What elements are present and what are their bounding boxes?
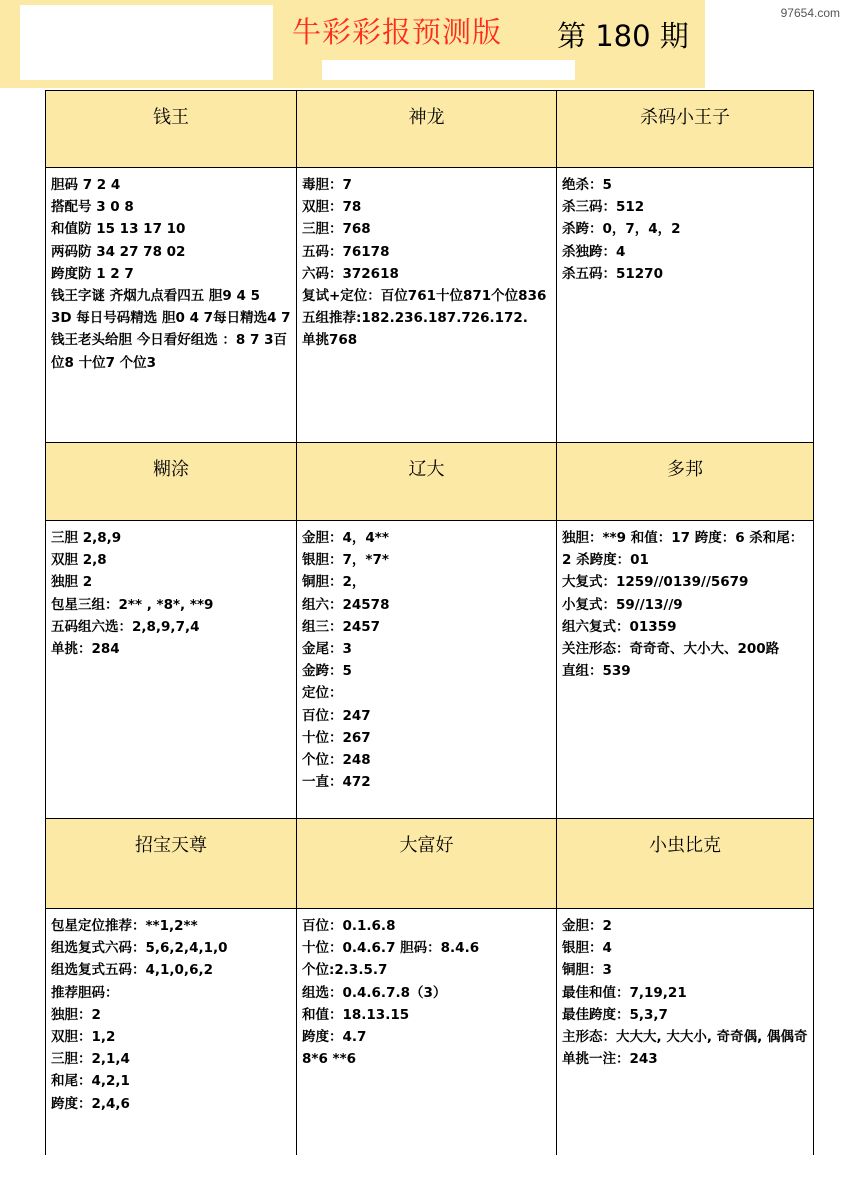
prediction-line: 单挑768 — [302, 332, 358, 349]
prediction-line: 大复式：1259//0139//5679 — [562, 574, 749, 591]
prediction-line: 包星三组：2** , *8*, **9 — [51, 596, 214, 613]
prediction-line: 最佳跨度：5,3,7 — [562, 1006, 668, 1023]
prediction-line: 绝杀：5 — [562, 177, 612, 193]
section-header: 杀码小王子 — [557, 91, 814, 168]
prediction-line: 双胆：78 — [302, 199, 362, 216]
prediction-line: 双胆 2,8 — [51, 552, 107, 569]
prediction-line: 和值防 15 13 17 10 — [51, 221, 186, 238]
prediction-line: 跨度：2,4,6 — [51, 1095, 130, 1112]
header-blank-sub — [322, 60, 575, 80]
prediction-line: 组选复式五码：4,1,0,6,2 — [51, 962, 213, 979]
section-body — [297, 168, 557, 443]
prediction-line: 金胆：2 — [562, 918, 612, 934]
prediction-line: 胆码 7 2 4 — [51, 177, 121, 193]
prediction-line: 个位：248 — [302, 752, 371, 769]
section-header: 大富好 — [297, 819, 557, 909]
prediction-line: 金尾：3 — [302, 641, 352, 658]
prediction-line: 铜胆：2， — [302, 574, 366, 591]
section-body — [557, 168, 814, 443]
prediction-line: 毒胆：7 — [302, 177, 352, 193]
prediction-line: 十位：0.4.6.7 胆码：8.4.6 — [302, 940, 480, 957]
prediction-line: 独胆 2 — [51, 574, 93, 591]
prediction-line: 主形态：大大大, 大大小, 奇奇偶, 偶偶奇 — [562, 1029, 808, 1046]
prediction-line: 杀独跨：4 — [562, 243, 626, 260]
section-body — [557, 521, 814, 819]
prediction-line: 复试+定位：百位761十位871个位836 — [302, 288, 547, 305]
issue-number: 第 180 期 — [557, 19, 689, 53]
prediction-line: 百位：0.1.6.8 — [302, 918, 396, 934]
page-title: 牛彩彩报预测版 — [292, 15, 503, 49]
prediction-line: 五码：76178 — [302, 243, 390, 260]
section-header: 小虫比克 — [557, 819, 814, 909]
prediction-line: 六码：372618 — [302, 265, 399, 282]
prediction-line: 定位： — [302, 685, 343, 702]
prediction-line: 独胆：2 — [51, 1006, 101, 1023]
prediction-line: 三胆 2,8,9 — [51, 530, 122, 546]
prediction-line: 钱王字谜 齐烟九点看四五 胆9 4 5 — [51, 288, 260, 305]
prediction-line: 跨度防 1 2 7 — [51, 265, 134, 282]
prediction-line: 单挑一注：243 — [562, 1051, 658, 1068]
prediction-line: 8*6 **6 — [302, 1051, 357, 1068]
prediction-line: 组三：2457 — [302, 618, 381, 635]
prediction-line: 小复式：59//13//9 — [562, 596, 683, 613]
section-body — [557, 909, 814, 1169]
prediction-line: 十位：267 — [302, 729, 371, 746]
section-header: 多邦 — [557, 443, 814, 521]
prediction-line: 直组：539 — [562, 663, 631, 680]
prediction-line: 组选：0.4.6.7.8（3） — [302, 984, 447, 1001]
prediction-line: 和尾：4,2,1 — [51, 1073, 130, 1090]
prediction-line: 金跨：5 — [302, 663, 352, 680]
prediction-line: 包星定位推荐：**1,2** — [51, 918, 198, 934]
prediction-line: 独胆：**9 和值：17 跨度：6 杀和尾：2 杀跨度：01 — [562, 530, 804, 569]
section-header: 辽大 — [297, 443, 557, 521]
section-body — [297, 521, 557, 819]
prediction-line: 组六复式：01359 — [562, 618, 677, 635]
prediction-line: 银胆：4 — [562, 940, 612, 957]
prediction-line: 杀跨：0，7，4，2 — [562, 221, 681, 238]
prediction-line: 百位：247 — [302, 707, 371, 724]
prediction-line: 组选复式六码：5,6,2,4,1,0 — [51, 940, 228, 957]
prediction-line: 关注形态：奇奇奇、大小大、200路 — [562, 641, 780, 658]
prediction-grid — [45, 90, 814, 1169]
prediction-line: 三胆：2,1,4 — [51, 1051, 130, 1068]
prediction-line: 五码组六选：2,8,9,7,4 — [51, 618, 200, 635]
section-body — [46, 909, 297, 1169]
prediction-line: 金胆：4，4** — [302, 530, 389, 546]
prediction-line: 杀三码：512 — [562, 199, 645, 216]
section-body — [297, 909, 557, 1169]
section-header: 糊涂 — [46, 443, 297, 521]
prediction-line: 铜胆：3 — [562, 962, 612, 979]
section-header: 神龙 — [297, 91, 557, 168]
prediction-line: 最佳和值：7,19,21 — [562, 984, 687, 1001]
prediction-line: 五组推荐:182.236.187.726.172. — [302, 310, 528, 327]
section-body — [46, 521, 297, 819]
prediction-line: 个位:2.3.5.7 — [302, 962, 388, 979]
watermark: 97654.com — [780, 6, 840, 20]
prediction-line: 推荐胆码： — [51, 984, 119, 1001]
prediction-line: 钱王老头给胆 今日看好组选 ：8 7 3百位8 十位7 个位3 — [51, 332, 287, 371]
prediction-line: 搭配号 3 0 8 — [51, 199, 134, 216]
prediction-line: 3D 每日号码精选 胆0 4 7每日精选4 7 — [51, 310, 291, 327]
section-header: 钱王 — [46, 91, 297, 168]
prediction-line: 跨度：4.7 — [302, 1029, 367, 1046]
prediction-line: 单挑：284 — [51, 641, 120, 658]
prediction-line: 和值：18.13.15 — [302, 1006, 410, 1023]
prediction-line: 两码防 34 27 78 02 — [51, 243, 186, 260]
prediction-line: 组六：24578 — [302, 596, 390, 613]
section-header: 招宝天尊 — [46, 819, 297, 909]
page-bottom — [0, 1155, 850, 1202]
prediction-line: 银胆：7，*7* — [302, 552, 389, 569]
header-blank-left — [20, 5, 273, 80]
prediction-line: 双胆：1,2 — [51, 1029, 116, 1046]
prediction-line: 杀五码：51270 — [562, 265, 663, 282]
prediction-line: 三胆：768 — [302, 221, 371, 238]
prediction-line: 一直：472 — [302, 774, 371, 791]
section-body — [46, 168, 297, 443]
